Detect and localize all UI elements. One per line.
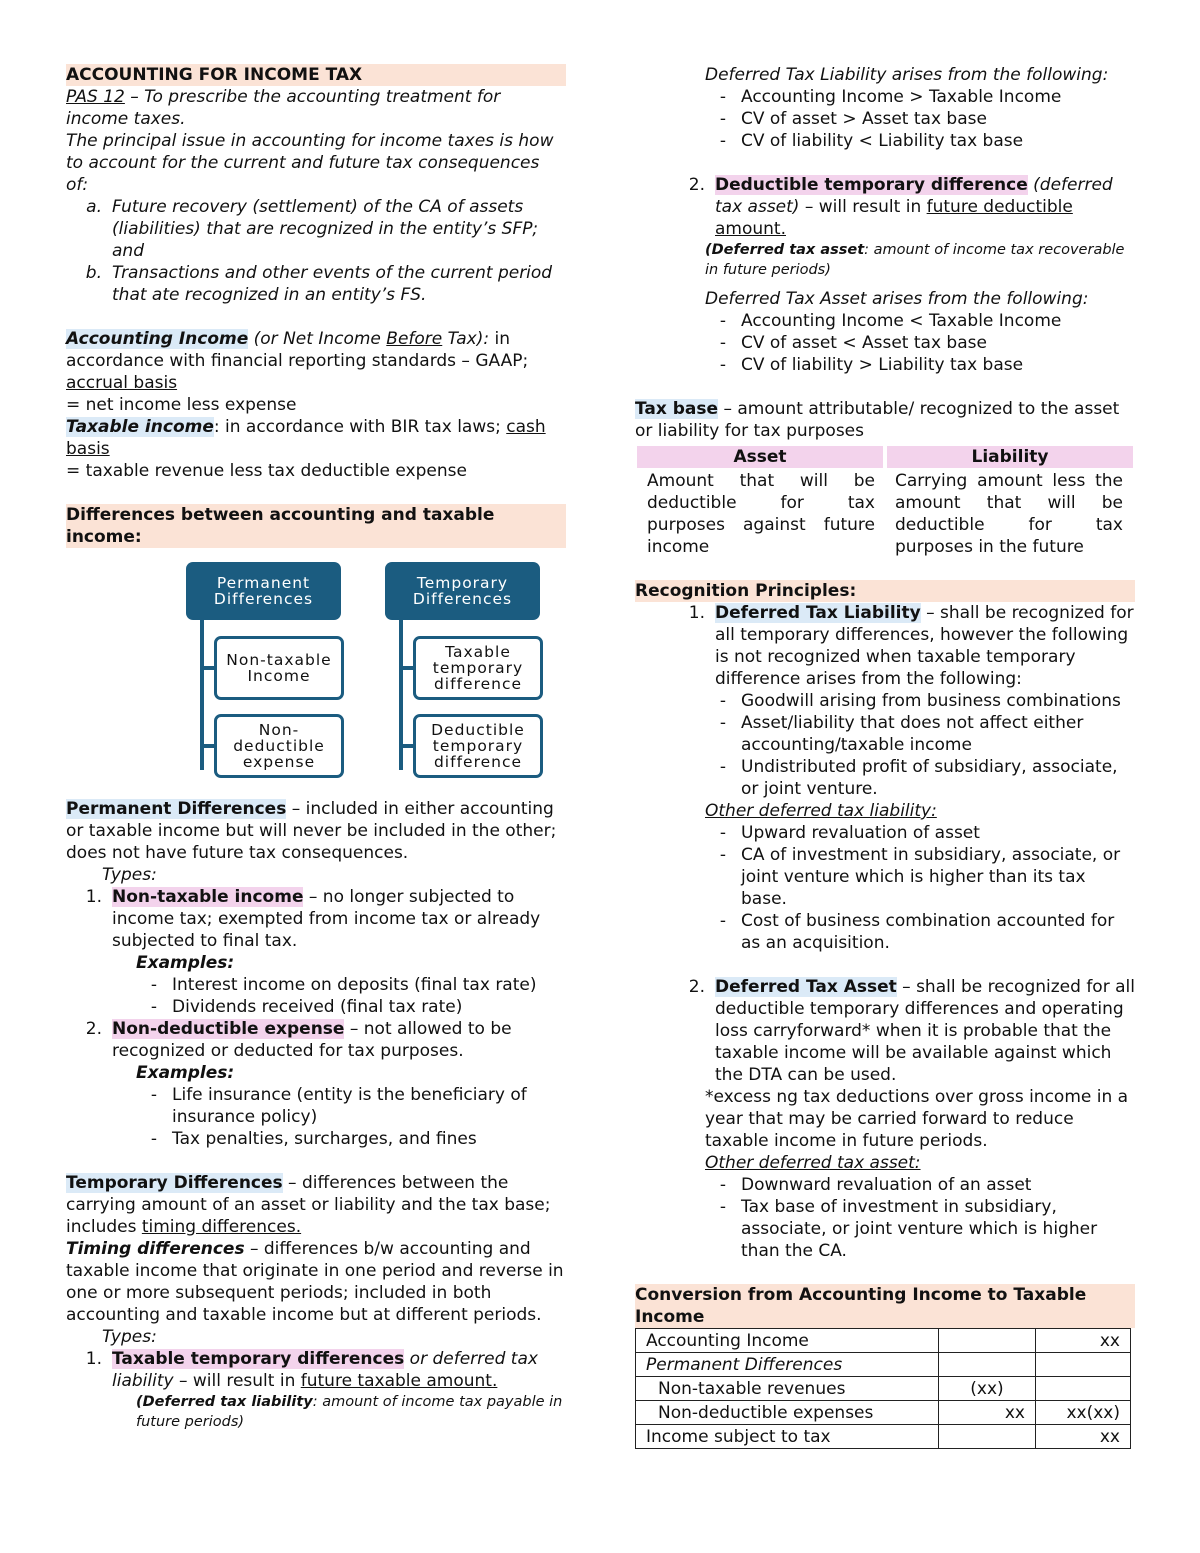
definition-text: – will result in — [799, 197, 927, 217]
pas-paragraph — [66, 86, 566, 130]
row-col2: xx(xx) — [1036, 1401, 1131, 1425]
examples-label: Examples: — [136, 953, 235, 973]
list-item — [705, 712, 1135, 756]
other-dta-label: Other deferred tax asset: — [705, 1153, 921, 1173]
definition-text: – amount attributable/ recognized to the asset or liability for tax purposes — [635, 399, 1120, 441]
row-col2 — [1036, 1353, 1131, 1377]
list-item — [705, 1196, 1135, 1262]
recognition-principles-header: Recognition Principles: — [635, 580, 1135, 602]
table-header-liability: Liability — [885, 446, 1133, 468]
alt-term: or deferred tax liability — [112, 1349, 538, 1391]
item-text: CV of asset < Asset tax base — [741, 333, 987, 353]
item-text: CV of asset > Asset tax base — [741, 109, 987, 129]
list-item — [136, 1084, 566, 1128]
paren-before: Before — [386, 329, 443, 349]
definition-text: – not allowed to be recognized or deducted for tax purposes. — [112, 1019, 512, 1061]
item-text: Dividends received (final tax rate) — [172, 997, 463, 1017]
type-text — [715, 174, 1135, 240]
row-label: Non-deductible expenses — [636, 1401, 939, 1425]
item-text: Future recovery (settlement) of the CA of assets (liabilities) that are recognized in the entity’s SFP; and — [112, 197, 538, 261]
principal-item-a — [66, 196, 566, 262]
taxable-temporary-difference-node: Taxable temporary difference — [413, 636, 543, 700]
timing-differences-definition — [66, 1238, 566, 1326]
dash: - — [719, 87, 727, 107]
tax-base-definition — [635, 398, 1135, 442]
item-text: Undistributed profit of subsidiary, associate, or joint venture. — [741, 757, 1118, 799]
list-number: 1. — [85, 1349, 102, 1369]
list-item — [705, 756, 1135, 800]
list-number: 2. — [688, 175, 705, 195]
table-cell-asset: Amount that will be deductible for tax purposes against future income — [647, 471, 875, 557]
row-col1 — [939, 1425, 1036, 1449]
taxable-income-term: Taxable income — [66, 417, 214, 437]
dtl-arises-heading: Deferred Tax Liability arises from the following: — [705, 65, 1109, 85]
non-deductible-expense-node: Non-deductible expense — [214, 714, 344, 778]
table-row — [636, 1353, 1131, 1377]
row-label: Permanent Differences — [636, 1353, 939, 1377]
accounting-income-definition — [66, 328, 566, 394]
temp-type-1 — [66, 1348, 566, 1392]
row-col1: (xx) — [939, 1377, 1036, 1401]
item-text: Upward revaluation of asset — [741, 823, 980, 843]
definition-text: – shall be recognized for all deductible temporary differences and operating loss carryforward* when it is probable that the taxable income will be available against which the DTA can be used. — [715, 977, 1135, 1085]
dash: - — [150, 975, 158, 995]
row-label: Income subject to tax — [636, 1425, 939, 1449]
list-number: 1. — [85, 887, 102, 907]
perm-type-2 — [66, 1018, 566, 1062]
pas-reference: PAS 12 — [66, 87, 125, 107]
left-column — [66, 64, 566, 1432]
perm-type-1 — [66, 886, 566, 952]
list-item — [705, 844, 1135, 910]
list-number: 1. — [688, 603, 705, 623]
item-text: Goodwill arising from business combinations — [741, 691, 1121, 711]
list-item — [705, 310, 1135, 332]
examples-label: Examples: — [136, 1063, 235, 1083]
item-text: Asset/liability that does not affect either accounting/taxable income — [741, 713, 1084, 755]
result-text: future taxable amount. — [300, 1371, 498, 1391]
dtl-exceptions-list — [635, 690, 1135, 954]
row-col2: xx — [1036, 1425, 1131, 1449]
dash: - — [150, 1085, 158, 1105]
type-text — [715, 976, 1135, 1086]
non-deductible-expense-term: Non-deductible expense — [112, 1019, 345, 1039]
item-text: Life insurance (entity is the beneficiary of insurance policy) — [172, 1085, 527, 1127]
dash: - — [719, 845, 727, 865]
dash: - — [719, 757, 727, 777]
list-number: 2. — [688, 977, 705, 997]
dta-details — [635, 1086, 1135, 1262]
alt-term: (deferred tax asset) — [715, 175, 1113, 217]
definition-text: – differences between the carrying amount of an asset or liability and the tax base; includes — [66, 1173, 551, 1237]
item-text: Downward revaluation of an asset — [741, 1175, 1032, 1195]
definition-text: – no longer subjected to income tax; exempted from income tax or already subjected to final tax. — [112, 887, 541, 951]
item-marker: a. — [86, 197, 102, 217]
deductible-temporary-difference — [635, 174, 1135, 240]
conversion-header: Conversion from Accounting Income to Taxable Income — [635, 1284, 1135, 1328]
permanent-differences-node: Permanent Differences — [186, 562, 341, 620]
recognition-dta — [635, 976, 1135, 1086]
other-dtl-label: Other deferred tax liability: — [705, 801, 937, 821]
item-text: Transactions and other events of the current period that ate recognized in an entity’s FS. — [112, 263, 553, 305]
types-label: Types: — [102, 865, 157, 885]
deductible-temporary-difference-node: Deductible temporary difference — [413, 714, 543, 778]
definition-text: – included in either accounting or taxable income but will never be included in the other; does not have future tax consequences. — [66, 799, 557, 863]
recognition-dtl — [635, 602, 1135, 690]
dash: - — [719, 311, 727, 331]
definition-text: – will result in — [173, 1371, 301, 1391]
taxable-temporary-differences-term: Taxable temporary differences — [112, 1349, 405, 1369]
temporary-differences-node: Temporary Differences — [385, 562, 540, 620]
item-text: Tax base of investment in subsidiary, associate, or joint venture which is higher than the CA. — [741, 1197, 1098, 1261]
permanent-differences-term: Permanent Differences — [66, 799, 287, 819]
deferred-tax-liability-note — [66, 1392, 566, 1432]
row-label: Non-taxable revenues — [636, 1377, 939, 1401]
table-row — [636, 1425, 1131, 1449]
dash: - — [719, 691, 727, 711]
temporary-differences-definition — [66, 1172, 566, 1238]
item-text: Accounting Income > Taxable Income — [741, 87, 1062, 107]
accounting-income-term: Accounting Income — [66, 329, 249, 349]
list-item — [705, 354, 1135, 376]
deferred-tax-asset-note — [635, 240, 1135, 280]
item-text: Accounting Income < Taxable Income — [741, 311, 1062, 331]
note-term: (Deferred tax liability — [136, 1394, 313, 1410]
result-text: future deductible amount. — [715, 197, 1073, 239]
item-text: Tax penalties, surcharges, and fines — [172, 1129, 477, 1149]
carryforward-note: *excess ng tax deductions over gross income in a year that may be carried forward to reduce taxable income in future periods. — [705, 1087, 1129, 1151]
definition-text: – shall be recognized for all temporary differences, however the following is not recognized when taxable temporary difference arises from the following: — [715, 603, 1134, 689]
accounting-income-formula: = net income less expense — [66, 395, 297, 415]
pas-text: – To prescribe the accounting treatment for income taxes. — [66, 87, 501, 129]
item-text: CV of liability < Liability tax base — [741, 131, 1024, 151]
type-text — [112, 1348, 566, 1392]
row-col1: xx — [939, 1401, 1036, 1425]
definition-text: in accordance with financial reporting standards – GAAP; — [66, 329, 529, 371]
list-item — [705, 910, 1135, 954]
paren-text: Tax): — [442, 329, 490, 349]
types-label: Types: — [102, 1327, 157, 1347]
dash: - — [719, 355, 727, 375]
dash: - — [719, 1175, 727, 1195]
list-item — [705, 690, 1135, 712]
tax-base-term: Tax base — [635, 399, 719, 419]
item-text: Interest income on deposits (final tax rate) — [172, 975, 537, 995]
non-taxable-income-term: Non-taxable income — [112, 887, 304, 907]
paren-text: (or Net Income — [248, 329, 387, 349]
temporary-differences-term: Temporary Differences — [66, 1173, 283, 1193]
item-text: CV of liability > Liability tax base — [741, 355, 1024, 375]
differences-diagram — [66, 548, 566, 798]
list-item — [136, 996, 566, 1018]
perm-type1-examples — [66, 974, 566, 1018]
dtl-arises-list — [635, 86, 1135, 152]
item-text: Cost of business combination accounted for as an acquisition. — [741, 911, 1115, 953]
dta-arises-list — [635, 310, 1135, 376]
item-text: CA of investment in subsidiary, associate, or joint venture which is higher than its tax base. — [741, 845, 1121, 909]
row-label: Accounting Income — [636, 1329, 939, 1353]
list-item — [705, 130, 1135, 152]
table-row — [636, 1401, 1131, 1425]
dash: - — [719, 1197, 727, 1217]
row-col2: xx — [1036, 1329, 1131, 1353]
table-row — [636, 1377, 1131, 1401]
row-col2 — [1036, 1377, 1131, 1401]
note-term: (Deferred tax asset — [705, 242, 865, 258]
dash: - — [150, 997, 158, 1017]
note-text: : amount of income tax payable in future periods) — [136, 1394, 563, 1430]
timing-differences-link-text: timing differences. — [141, 1217, 302, 1237]
accrual-basis: accrual basis — [66, 373, 178, 393]
table-row — [636, 1329, 1131, 1353]
list-item — [136, 974, 566, 996]
perm-type2-examples — [66, 1084, 566, 1150]
note-text: : amount of income tax recoverable in future periods) — [705, 242, 1125, 278]
non-taxable-income-node: Non-taxable Income — [214, 636, 344, 700]
dash: - — [719, 823, 727, 843]
conversion-table — [635, 1328, 1131, 1449]
principal-issue: The principal issue in accounting for income taxes is how to account for the current and future tax consequences of: — [66, 131, 554, 195]
definition-text: – differences b/w accounting and taxable income that originate in one period and reverse in one or more subsequent periods; included in both accounting and taxable income but at different periods. — [66, 1239, 564, 1325]
list-item — [705, 108, 1135, 130]
list-item — [705, 822, 1135, 844]
differences-header: Differences between accounting and taxable income: — [66, 504, 566, 548]
definition-text: : in accordance with BIR tax laws; — [213, 417, 507, 437]
principal-item-b — [66, 262, 566, 306]
dash: - — [719, 109, 727, 129]
row-col1 — [939, 1353, 1036, 1377]
deferred-tax-asset-term: Deferred Tax Asset — [715, 977, 897, 997]
dta-arises-heading: Deferred Tax Asset arises from the following: — [705, 289, 1089, 309]
dash: - — [719, 713, 727, 733]
list-item — [705, 1174, 1135, 1196]
tax-base-table — [637, 446, 1133, 558]
dash: - — [150, 1129, 158, 1149]
list-item — [705, 332, 1135, 354]
page-title: ACCOUNTING FOR INCOME TAX — [66, 64, 566, 86]
type-text — [715, 602, 1135, 690]
row-col1 — [939, 1329, 1036, 1353]
table-cell-liability: Carrying amount less the amount that will be deductible for tax purposes in the future — [895, 471, 1123, 557]
permanent-differences-definition — [66, 798, 566, 864]
cash-basis: cash basis — [66, 417, 546, 459]
timing-differences-term: Timing differences — [66, 1239, 245, 1259]
type-text — [112, 1018, 566, 1062]
dash: - — [719, 131, 727, 151]
deductible-temporary-difference-term: Deductible temporary difference — [715, 175, 1028, 195]
table-header-asset: Asset — [637, 446, 885, 468]
taxable-income-formula: = taxable revenue less tax deductible expense — [66, 461, 467, 481]
item-marker: b. — [85, 263, 102, 283]
dash: - — [719, 333, 727, 353]
list-item — [705, 86, 1135, 108]
right-column — [635, 64, 1135, 1449]
list-item — [136, 1128, 566, 1150]
list-number: 2. — [85, 1019, 102, 1039]
type-text — [112, 886, 566, 952]
deferred-tax-liability-term: Deferred Tax Liability — [715, 603, 921, 623]
taxable-income-definition — [66, 416, 566, 460]
dash: - — [719, 911, 727, 931]
